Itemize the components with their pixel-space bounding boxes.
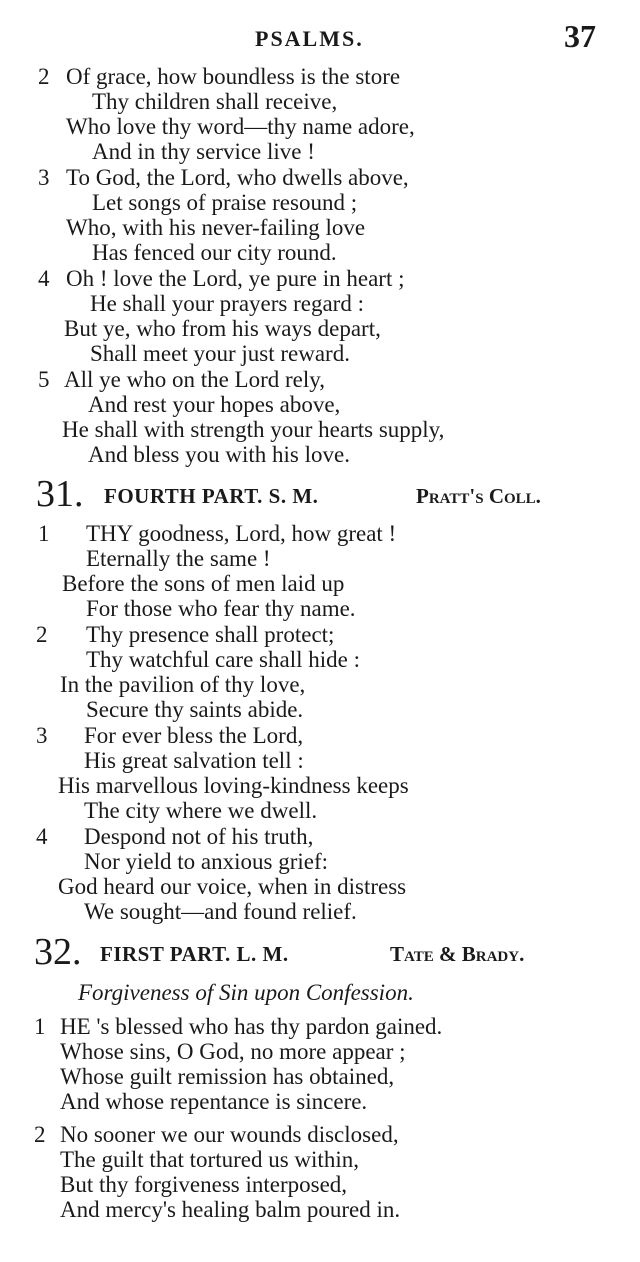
verse-line: For ever bless the Lord, bbox=[84, 723, 304, 748]
verse-line: To God, the Lord, who dwells above, bbox=[66, 165, 409, 190]
verse-line: All ye who on the Lord rely, bbox=[64, 367, 326, 392]
hymn-part-label bbox=[100, 934, 289, 974]
verse-line: God heard our voice, when in distress bbox=[58, 874, 407, 899]
verse-line: In the pavilion of thy love, bbox=[60, 672, 306, 697]
page-header bbox=[0, 18, 640, 54]
hymn-meter: FIRST PART. L. M. bbox=[100, 942, 289, 966]
hymn-meter: FOURTH PART. S. M. bbox=[104, 484, 319, 508]
hymn-tune-label bbox=[416, 476, 541, 516]
verse-line: Thy children shall receive, bbox=[92, 89, 338, 114]
verse-line: Secure thy saints abide. bbox=[86, 697, 304, 722]
verse-line: He shall your prayers regard : bbox=[90, 291, 364, 316]
verse-line: THY goodness, Lord, how great ! bbox=[86, 521, 397, 546]
stanza-number: 2 bbox=[34, 1122, 46, 1147]
stanza-number: 5 bbox=[38, 367, 50, 392]
verse-line: For those who fear thy name. bbox=[86, 596, 356, 621]
hymn-source: Pratt's Coll. bbox=[416, 484, 541, 508]
verse-line: Has fenced our city round. bbox=[92, 240, 337, 265]
hymn-part-label bbox=[104, 476, 318, 516]
stanza-number: 3 bbox=[38, 165, 50, 190]
hymn-heading bbox=[36, 474, 84, 514]
verse-line: But ye, who from his ways depart, bbox=[64, 316, 381, 341]
verse-line: And bless you with his love. bbox=[88, 442, 350, 467]
verse-line: Whose guilt remission has obtained, bbox=[60, 1064, 395, 1089]
verse-line: His great salvation tell : bbox=[84, 748, 304, 773]
verse-line: His marvellous loving-kindness keeps bbox=[58, 773, 409, 798]
stanza-number: 1 bbox=[38, 521, 50, 546]
stanza-number: 2 bbox=[38, 64, 50, 89]
verse-line: Thy watchful care shall hide : bbox=[86, 647, 360, 672]
hymn-source: Tate & Brady. bbox=[390, 942, 525, 966]
verse-line: No sooner we our wounds disclosed, bbox=[60, 1122, 399, 1147]
verse-line: And in thy service live ! bbox=[92, 139, 315, 164]
verse-line: And whose repentance is sincere. bbox=[60, 1089, 368, 1114]
verse-line: HE 's blessed who has thy pardon gained. bbox=[60, 1014, 443, 1039]
hymn-subtitle: Forgiveness of Sin upon Confession. bbox=[78, 980, 414, 1005]
stanza-number: 2 bbox=[36, 622, 48, 647]
verse-line: The guilt that tortured us within, bbox=[60, 1147, 359, 1172]
verse-line: Who love thy word—thy name adore, bbox=[66, 114, 415, 139]
verse-line: Despond not of his truth, bbox=[84, 824, 314, 849]
verse-line: Oh ! love the Lord, ye pure in heart ; bbox=[66, 266, 405, 291]
verse-line: We sought—and found relief. bbox=[84, 899, 357, 924]
verse-line: Who, with his never-failing love bbox=[66, 215, 366, 240]
stanza-number: 3 bbox=[36, 723, 48, 748]
verse-line: Of grace, how boundless is the store bbox=[66, 64, 401, 89]
stanza-number: 1 bbox=[34, 1014, 46, 1039]
hymn-number: 31. bbox=[36, 473, 84, 515]
stanza-number: 4 bbox=[36, 824, 48, 849]
hymn-tune-label bbox=[390, 934, 524, 974]
verse-line: Eternally the same ! bbox=[86, 546, 271, 571]
running-head: PSALMS. bbox=[255, 26, 364, 51]
verse-line: And mercy's healing balm poured in. bbox=[60, 1197, 401, 1222]
verse-line: Shall meet your just reward. bbox=[90, 341, 350, 366]
verse-line: The city where we dwell. bbox=[84, 798, 318, 823]
stanza-number: 4 bbox=[38, 266, 50, 291]
verse-line: Thy presence shall protect; bbox=[86, 622, 335, 647]
hymn-number: 32. bbox=[34, 931, 82, 973]
hymn-heading bbox=[34, 932, 82, 972]
verse-line: Nor yield to anxious grief: bbox=[84, 849, 329, 874]
verse-line: And rest your hopes above, bbox=[88, 392, 341, 417]
verse-line: Before the sons of men laid up bbox=[62, 571, 345, 596]
verse-line: He shall with strength your hearts supply, bbox=[62, 417, 445, 442]
verse-line: Let songs of praise resound ; bbox=[92, 190, 358, 215]
verse-line: Whose sins, O God, no more appear ; bbox=[60, 1039, 406, 1064]
verse-line: But thy forgiveness interposed, bbox=[60, 1172, 348, 1197]
page-number: 37 bbox=[564, 18, 596, 54]
